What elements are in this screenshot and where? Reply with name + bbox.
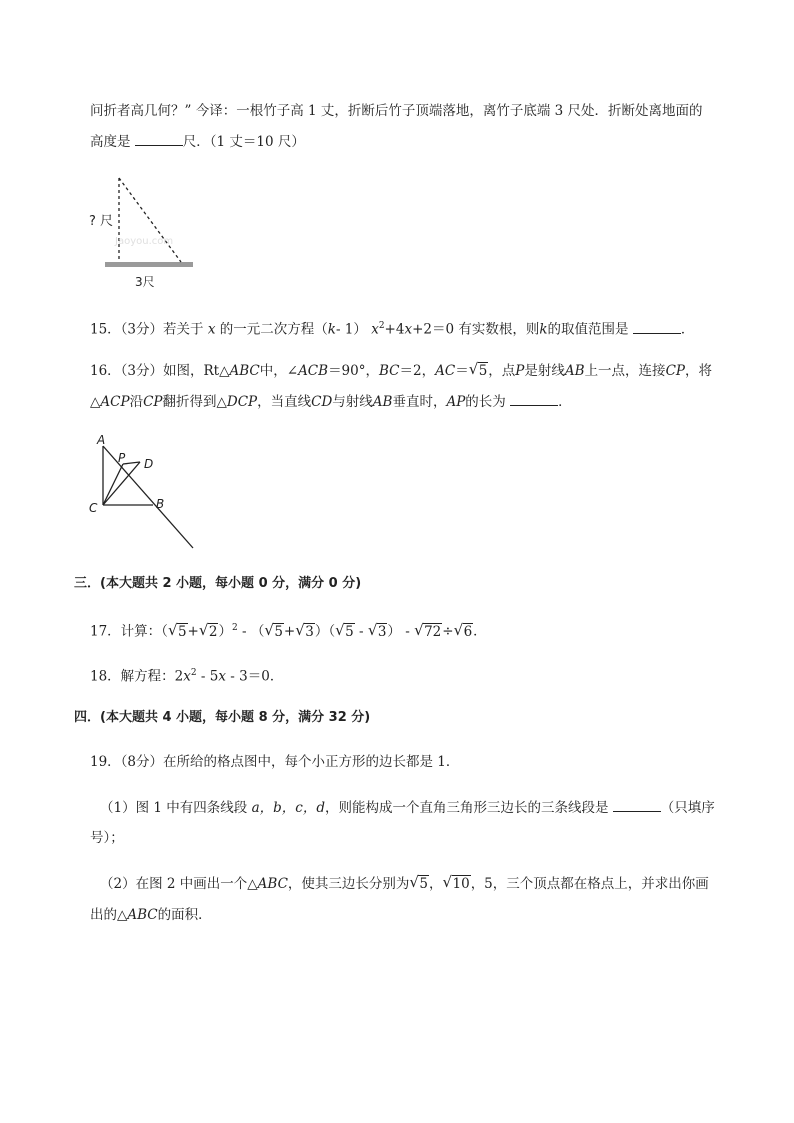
p15: 15．（3分）若关于 x 的一元二次方程（k- 1） $x^2+4x+2=0$ 有实数根，则k的取值范围是 ． <box>90 321 695 338</box>
p16-line2: △ACP沿CP翻折得到△DCP，当直线CD与射线AB垂直时，AP的长为 ． <box>90 394 572 410</box>
watermark: Jaoyou.com <box>115 236 174 247</box>
answer-blank <box>135 132 183 146</box>
label-base: 3尺 <box>135 275 155 289</box>
section-3-heading: 三．(本大题共 2 小题，每小题 0 分，满分 0 分) <box>74 576 362 591</box>
bamboo-figure <box>85 168 205 293</box>
p19-part2-line1: （2）在图 2 中画出一个△ABC，使其三边长分别为 √ 5， √ 10，5，三个顶点都在格点上，并求出你画 <box>100 873 709 892</box>
p19-part2-line2: 出的△ABC的面积． <box>90 907 212 923</box>
triangle-figure <box>85 428 205 554</box>
p14-line1: 问折者高几何？” 今译：一根竹子高 1 丈，折断后竹子顶端落地，离竹子底端 3 尺处．折断处离地面的 <box>90 103 703 119</box>
section-4-heading: 四．(本大题共 4 小题，每小题 8 分，满分 32 分) <box>74 710 371 725</box>
bamboo-broken <box>119 178 181 262</box>
p19-main: 19．（8分）在所给的格点图中，每个小正方形的边长都是 1． <box>90 754 460 770</box>
label-height: ? 尺 <box>89 214 114 229</box>
label-b: B <box>156 497 165 511</box>
label-c: C <box>89 501 98 515</box>
ground-bar <box>105 262 193 267</box>
p19-part1-line1: （1）图 1 中有四条线段 a，b，c，d，则能构成一个直角三角形三边长的三条线段是 （只填序 <box>100 800 715 816</box>
answer-blank <box>613 798 661 812</box>
p19-part1-line2: 号）； <box>90 830 124 846</box>
label-a: A <box>97 433 106 447</box>
p18: 18．解方程：$2x^2 - 5x - 3=0$． <box>90 668 284 685</box>
answer-blank <box>510 392 558 406</box>
segment-pd <box>123 462 140 464</box>
p14-line2: 高度是 尺．（1 丈＝10 尺） <box>90 134 305 150</box>
label-d: D <box>144 457 154 471</box>
label-p: P <box>118 451 126 465</box>
p16-line1: 16．（3分）如图，Rt△ABC中，∠ACB＝90°，BC＝2，AC＝ √ 5，点P是射线AB上一点，连接CP，将 <box>90 360 712 379</box>
answer-blank <box>633 320 681 334</box>
p17: 17．计算：（ √ 5+ √ 2）$^2$ - （ √ 5+ √ 3）（ √ 5 - √ 3） - √ 72÷ √ 6． <box>90 620 487 640</box>
